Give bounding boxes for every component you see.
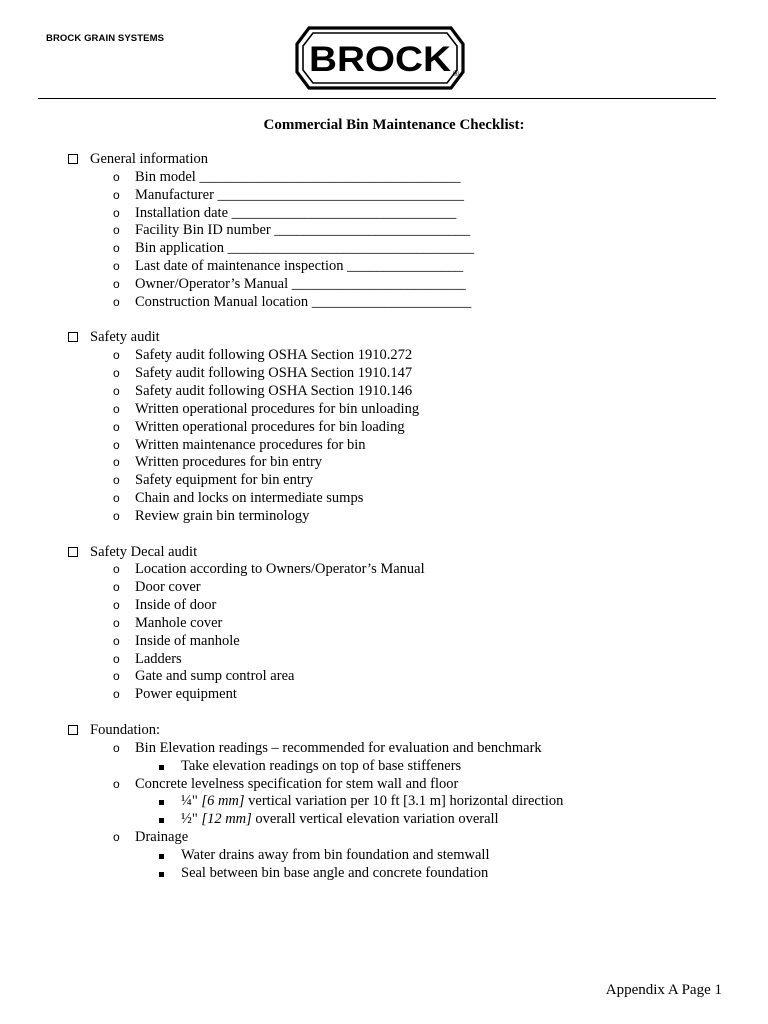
sub-list-item: Seal between bin base angle and concrete foundation (0, 865, 768, 883)
list-item: o Facility Bin ID number ___________________________ (113, 222, 471, 239)
page-footer: Appendix A Page 1 (605, 982, 722, 998)
sub-list-item: ½" [12 mm] overall vertical elevation variation overall (0, 811, 768, 829)
list-item: o Power equipment (113, 686, 237, 703)
registered-mark: ® (453, 69, 459, 78)
list-item: o Bin application __________________________________ (113, 240, 475, 257)
list-item: o Owner/Operator’s Manual ________________________ (113, 275, 466, 292)
checklist (0, 151, 768, 883)
list-item: o Last date of maintenance inspection ________________ (113, 258, 464, 275)
list-item: o Installation date _______________________________ (113, 204, 457, 221)
logo-text: BROCK (309, 40, 451, 79)
list-item: o Inside of door (113, 597, 217, 614)
list-item: o Bin Elevation readings – recommended for evaluation and benchmark (113, 739, 542, 756)
sub-list-item: ¼" [6 mm] vertical variation per 10 ft [3.1 m] horizontal direction (0, 793, 768, 811)
list-item: o Door cover (113, 579, 201, 596)
list-item: o Location according to Owners/Operator’s Manual (113, 561, 425, 578)
list-item: o Ladders (113, 650, 182, 667)
section-general (0, 151, 768, 169)
list-item: o Bin model ____________________________________ (113, 168, 461, 185)
checkbox[interactable] (68, 547, 78, 557)
section-heading: Foundation: (90, 722, 161, 738)
checkbox[interactable] (68, 154, 78, 164)
list-item: o Safety audit following OSHA Section 1910.146 (113, 382, 413, 399)
list-item: o Safety audit following OSHA Section 1910.272 (113, 347, 413, 364)
list-item: o Manufacturer __________________________________ (113, 186, 465, 203)
sub-list-item: Take elevation readings on top of base stiffeners (0, 758, 768, 776)
list-item: o Written operational procedures for bin unloading (113, 400, 420, 417)
section-heading: Safety audit (90, 329, 160, 346)
section-heading: General information (90, 151, 208, 167)
sub-list-item: Water drains away from bin foundation and stemwall (0, 847, 768, 865)
list-item: o Safety equipment for bin entry (113, 472, 313, 489)
list-item: o Inside of manhole (113, 632, 240, 649)
list-item: o Written maintenance procedures for bin (113, 436, 366, 453)
section-decal (0, 544, 768, 562)
list-item: o Gate and sump control area (113, 668, 295, 685)
brock-logo (295, 26, 465, 90)
company-name: BROCK GRAIN SYSTEMS (46, 33, 165, 44)
list-item: o Written operational procedures for bin loading (113, 418, 405, 435)
checkbox[interactable] (68, 332, 78, 342)
list-item: o Review grain bin terminology (113, 507, 310, 524)
checkbox[interactable] (68, 725, 78, 735)
list-item: o Drainage (113, 829, 189, 846)
section-heading: Safety Decal audit (90, 543, 198, 560)
page-title: Commercial Bin Maintenance Checklist: (263, 117, 525, 133)
header-divider (38, 98, 716, 99)
list-item: o Manhole cover (113, 614, 223, 631)
list-item: o Concrete levelness specification for stem wall and floor (113, 775, 459, 792)
list-item: o Chain and locks on intermediate sumps (113, 490, 364, 507)
list-item: o Safety audit following OSHA Section 1910.147 (113, 365, 413, 382)
section-foundation (0, 722, 768, 740)
list-item: o Construction Manual location ______________________ (113, 293, 472, 310)
section-safety (0, 329, 768, 347)
list-item: o Written procedures for bin entry (113, 454, 323, 471)
